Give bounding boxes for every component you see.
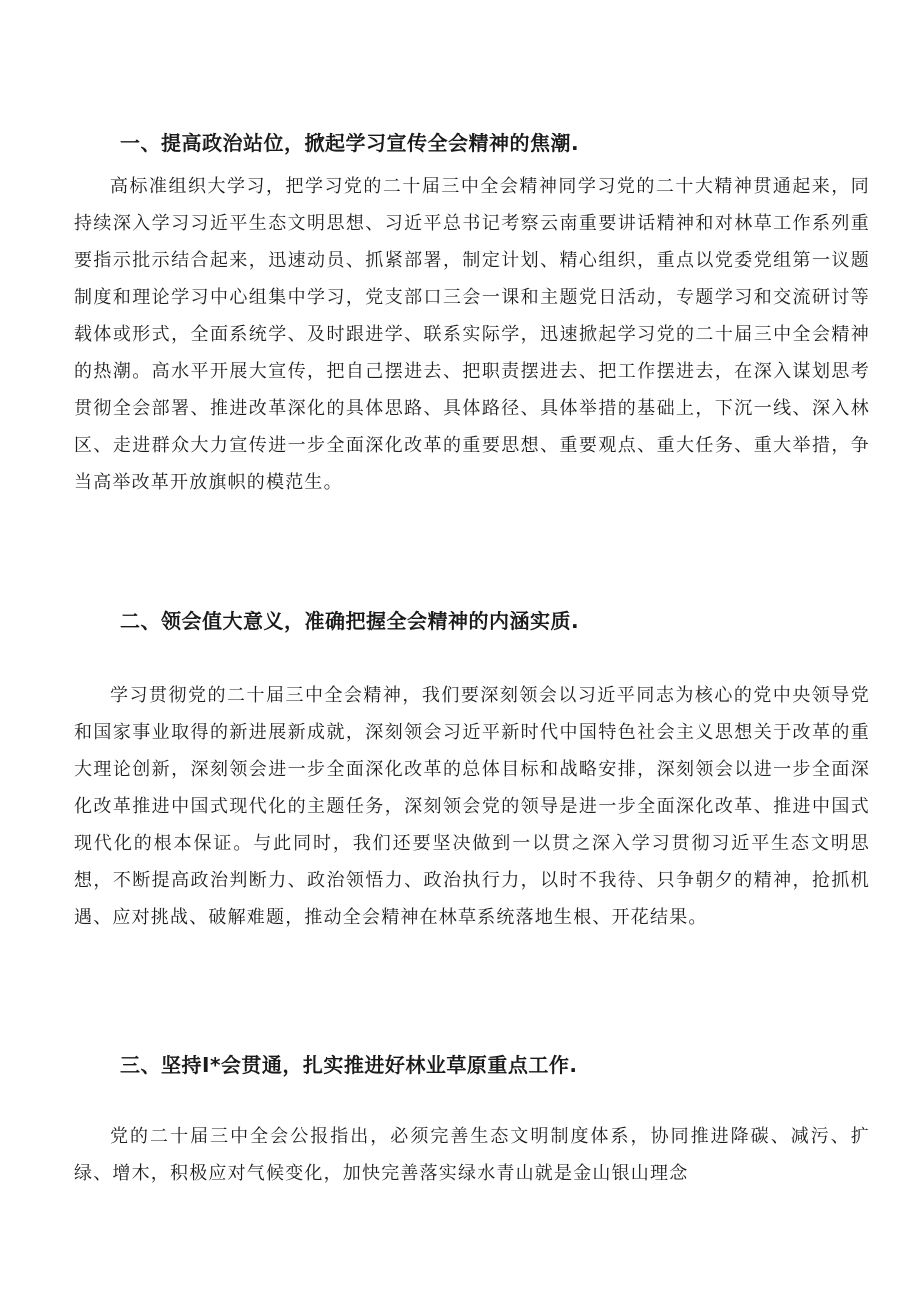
section-heading-3: 三、坚持I*会贯通，扎实推进好林业草原重点工作. (120, 1053, 578, 1077)
section-paragraph-2: 学习贯彻党的二十届三中全会精神，我们要深刻领会以习近平同志为核心的党中央领导党和国家事业取得的新进展新成就，深刻领会习近平新时代中国特色社会主义思想关于改革的重大理论创新，深刻领会进一步全面深化改革的总体目标和战略安排，深刻领会以进一步全面深化改革推进中国式现代化的主题任务，深刻领会党的领导是进一步全面深化改革、推进中国式现代化的根本保证。与此同时，我们还要坚决做到一以贯之深入学习贯彻习近平生态文明思想，不断提高政治判断力、政治领悟力、政治执行力，以时不我待、只争朝夕的精神，抢抓机遇、应对挑战、破解难题，推动全会精神在林草系统落地生根、开花结果。 (74, 685, 870, 928)
section-paragraph-1: 高标准组织大学习，把学习党的二十届三中全会精神同学习党的二十大精神贯通起来，同持续深入学习习近平生态文明思想、习近平总书记考察云南重要讲话精神和对林草工作系列重要指示批示结合起来，迅速动员、抓紧部署，制定计划、精心组织，重点以党委党组第一议题制度和理论学习中心组集中学习，党支部口三会一课和主题党日活动，专题学习和交流研讨等载体或形式，全面系统学、及时跟进学、联系实际学，迅速掀起学习党的二十届三中全会精神的热潮。高水平开展大宣传，把自己摆进去、把职责摆进去、把工作摆进去，在深入谋划思考贯彻全会部署、推进改革深化的具体思路、具体路径、具体举措的基础上，下沉一线、深入林区、走进群众大力宣传进一步全面深化改革的重要思想、重要观点、重大任务、重大举措，争当高举改革开放旗帜的模范生。 (74, 176, 870, 493)
section-paragraph-3: 党的二十届三中全会公报指出，必须完善生态文明制度体系，协同推进降碳、减污、扩绿、增木，积极应对气候变化，加快完善落实绿水青山就是金山银山理念 (74, 1126, 870, 1184)
section-heading-2: 二、领会值大意义，准确把握全会精神的内涵实质. (120, 609, 580, 633)
section-heading-1: 一、提高政治站位，掀起学习宣传全会精神的焦潮. (120, 131, 580, 155)
